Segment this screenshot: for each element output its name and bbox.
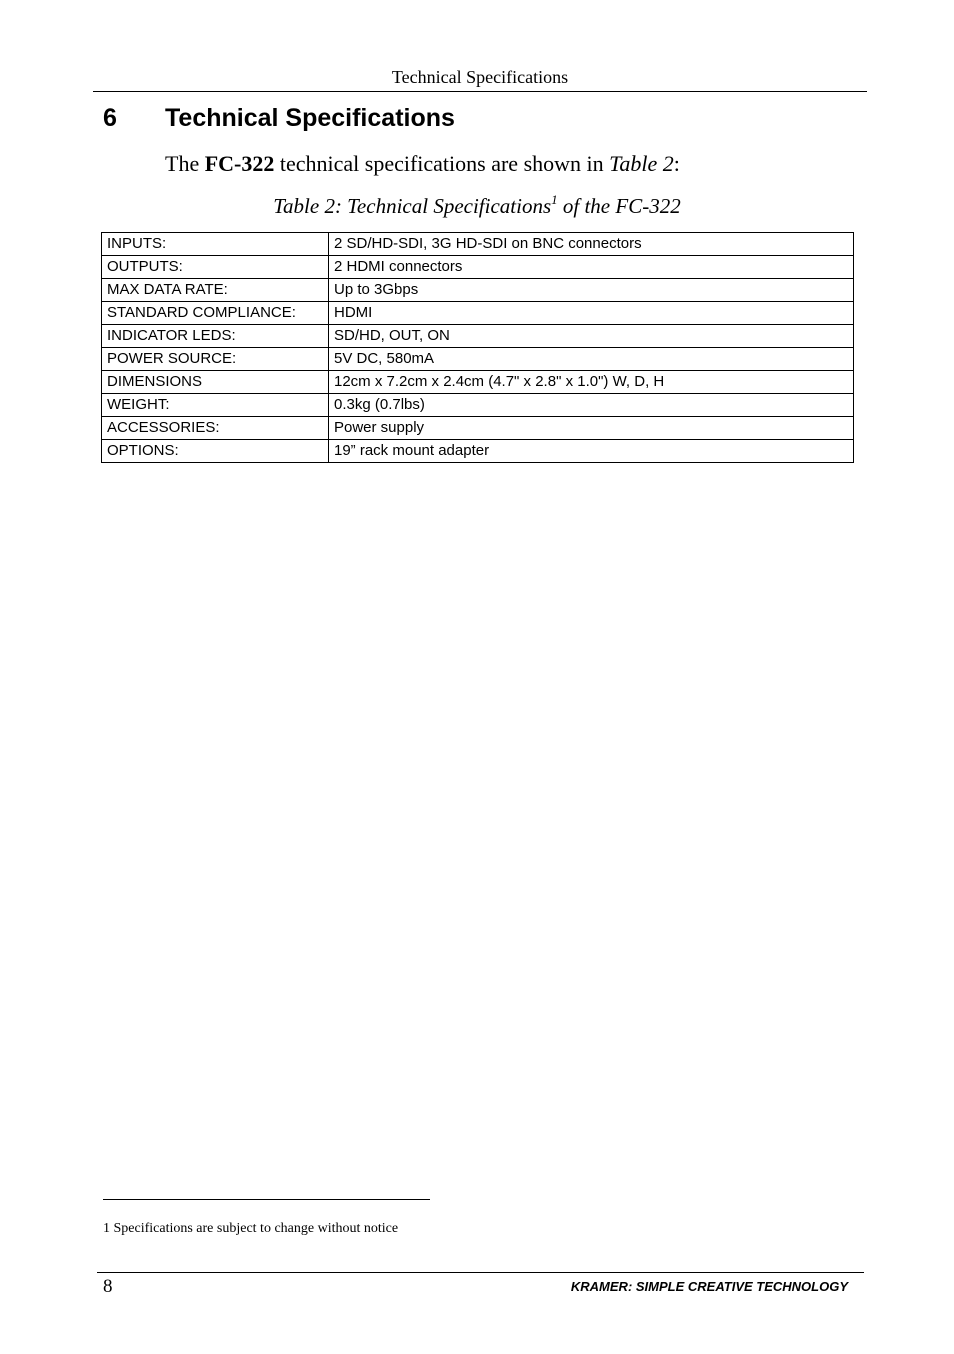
spec-value: Power supply (329, 417, 854, 440)
intro-suffix: : (673, 151, 680, 176)
footnote: 1 Specifications are subject to change without notice (103, 1221, 399, 1236)
spec-label: ACCESSORIES: (102, 417, 329, 440)
running-header: Technical Specifications (391, 67, 569, 87)
spec-label: STANDARD COMPLIANCE: (102, 302, 329, 325)
header-rule (93, 91, 867, 92)
spec-label: MAX DATA RATE: (102, 279, 329, 302)
table-reference-link[interactable]: Table 2 (609, 151, 674, 176)
footnote-rule (103, 1199, 430, 1200)
spec-value: HDMI (329, 302, 854, 325)
section-number: 6 (103, 104, 117, 132)
spec-row (102, 394, 854, 417)
spec-label: DIMENSIONS (102, 371, 329, 394)
spec-row (102, 440, 854, 463)
spec-label: INPUTS: (102, 233, 329, 256)
spec-row (102, 325, 854, 348)
spec-row (102, 371, 854, 394)
spec-value: 2 HDMI connectors (329, 256, 854, 279)
caption-suffix: of the FC-322 (557, 194, 681, 218)
table-caption (0, 192, 954, 220)
spec-label: WEIGHT: (102, 394, 329, 417)
spec-label: OPTIONS: (102, 440, 329, 463)
caption-text: Table 2: Technical Specifications (273, 194, 552, 218)
spec-label: OUTPUTS: (102, 256, 329, 279)
spec-value: Up to 3Gbps (329, 279, 854, 302)
spec-value: SD/HD, OUT, ON (329, 325, 854, 348)
spec-row (102, 256, 854, 279)
brand-footer: KRAMER: SIMPLE CREATIVE TECHNOLOGY (570, 1279, 848, 1294)
section-heading (103, 102, 455, 134)
spec-value: 5V DC, 580mA (329, 348, 854, 371)
spec-table (101, 232, 854, 463)
spec-value: 19” rack mount adapter (329, 440, 854, 463)
spec-label: INDICATOR LEDS: (102, 325, 329, 348)
intro-middle: technical specifications are shown in (274, 151, 610, 176)
spec-value: 12cm x 7.2cm x 2.4cm (4.7" x 2.8" x 1.0") W, D, H (329, 371, 854, 394)
spec-label: POWER SOURCE: (102, 348, 329, 371)
intro-paragraph (165, 150, 680, 178)
spec-row (102, 417, 854, 440)
spec-row (102, 279, 854, 302)
section-title: Technical Specifications (165, 104, 455, 132)
spec-value: 2 SD/HD-SDI, 3G HD-SDI on BNC connectors (329, 233, 854, 256)
spec-row (102, 302, 854, 325)
page-number: 8 (103, 1276, 113, 1297)
spec-value: 0.3kg (0.7lbs) (329, 394, 854, 417)
footnote-marker[interactable]: 1 (551, 192, 558, 207)
footer-rule (97, 1272, 864, 1273)
spec-row (102, 233, 854, 256)
product-name: FC-322 (204, 151, 275, 176)
spec-row (102, 348, 854, 371)
intro-prefix: The (165, 151, 205, 176)
